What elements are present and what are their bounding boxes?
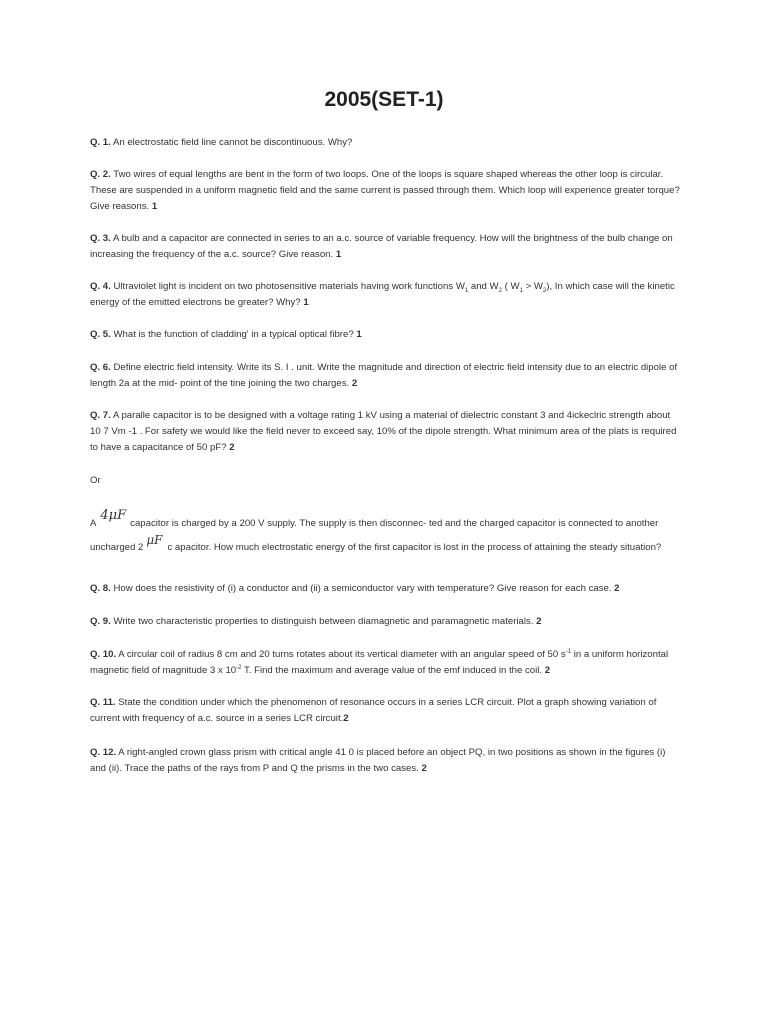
question-4 (90, 279, 680, 311)
superscript: -1 (565, 648, 572, 655)
question-text: How does the resistivity of (i) a conductor and (ii) a semiconductor vary with temperature? Give reason for each case. (113, 583, 612, 594)
question-marks: 2 (351, 378, 358, 389)
question-text: Write two characteristic properties to distinguish between diamagnetic and paramagnetic materials. (113, 616, 534, 627)
question-text: What is the function of cladding' in a typical optical fibre? (113, 329, 354, 340)
question-marks: 1 (151, 201, 158, 212)
question-text: Ultraviolet light is incident on two photosensitive materials having work functions W (113, 281, 465, 292)
question-marks: 2 (343, 713, 349, 724)
superscript: -2 (236, 664, 242, 671)
question-text: ), In which case will the kinetic energy of the emitted electrons be greater? Why? (90, 281, 675, 308)
question-text: A right-angled crown glass prism with critical angle 41 0 is placed before an object PQ, in two positions as shown in the figures (i) and (ii). Trace the paths of the rays from P and Q the prisms in the two cases. (90, 747, 666, 774)
question-label: Q. 5. (90, 329, 111, 340)
question-text: Two wires of equal lengths are bent in the form of two loops. One of the loops is square shaped whereas the other loop is circular. These are suspended in a uniform magnetic field and the same current is passed through them. Which loop will experience greater torque? Give reasons. (90, 169, 680, 212)
question-2 (90, 167, 680, 215)
question-label: Q. 3. (90, 233, 111, 244)
question-text: A (90, 518, 97, 529)
subscript: 1 (519, 287, 523, 294)
question-8 (90, 581, 680, 597)
question-marks: 2 (229, 442, 235, 453)
question-label: Q. 1. (90, 137, 111, 148)
question-text: A paralle capacitor is to be designed with a voltage rating 1 kV using a material of dielectric constant 3 and 4ickeclric strength about 10 7 Vm -1 . For safety we would like the field never to exceed say, 10% of the dipole strength. What minimum area of the plats is required to have a capacitance of 50 pF? (90, 410, 677, 453)
question-text: State the condition under which the phenomenon of resonance occurs in a series LCR circuit. Plot a graph showing variation of current with frequency of a.c. source in a series LCR circuit. (90, 697, 657, 724)
question-text: Define electric field intensity. Write its S. I . unit. Write the magnitude and direction of electric field intensity due to an electric dipole of length 2a at the mid- point of the tine joining the two charges. (90, 362, 678, 389)
question-label: Q. 9. (90, 616, 111, 627)
question-label: Q. 8. (90, 583, 111, 594)
subscript: 2 (498, 287, 502, 294)
question-10 (90, 647, 680, 679)
question-label: Q. 10. (90, 649, 117, 660)
page-title: 2005(SET-1) (324, 88, 444, 111)
question-11 (90, 695, 680, 727)
question-5 (90, 327, 680, 343)
question-marks: 2 (536, 616, 542, 627)
question-text: capacitor is charged by a 200 V supply. The supply is then disconnec- ted and the charged capacitor is connected to another uncharged 2 (90, 518, 659, 553)
or-separator: Or (90, 475, 101, 486)
microfarad-symbol: 4μF (100, 508, 127, 523)
question-text: c apacitor. How much electrostatic energy of the first capacitor is lost in the process of attaining the steady situation? (167, 542, 662, 553)
question-marks: 2 (544, 665, 551, 676)
question-text: An electrostatic field line cannot be discontinuous. Why? (112, 137, 353, 148)
question-label: Q. 11. (90, 697, 116, 708)
question-label: Q. 2. (90, 169, 111, 180)
question-label: Q. 6. (90, 362, 111, 373)
question-text: in a uniform horizontal magnetic field of magnitude 3 x 10 (90, 649, 669, 676)
microfarad-symbol: μF (146, 533, 163, 547)
question-label: Q. 12. (90, 747, 117, 758)
subscript: 2 (542, 287, 547, 294)
question-marks: 1 (356, 329, 362, 340)
question-7 (90, 408, 680, 456)
question-marks: 2 (614, 583, 620, 594)
question-text: A circular coil of radius 8 cm and 20 turns rotates about its vertical diameter with an angular speed of 50 s (118, 649, 566, 660)
question-text: T. Find the maximum and average value of the emf induced in the coil. (241, 665, 543, 676)
question-6 (90, 360, 680, 392)
question-text: A bulb and a capacitor are connected in series to an a.c. source of variable frequency. How will the brightness of the bulb change on increasing the frequency of the a.c. source? Give reason. (90, 233, 673, 260)
question-7-alternative (90, 508, 680, 559)
subscript: 1 (464, 287, 469, 294)
question-1 (90, 135, 680, 151)
question-marks: 2 (421, 763, 427, 774)
question-label: Q. 4. (90, 281, 111, 292)
question-text: and W (468, 281, 499, 292)
question-9 (90, 614, 680, 630)
question-3 (90, 231, 680, 263)
question-text: ( W (501, 281, 520, 292)
question-marks: 1 (303, 297, 309, 308)
question-text: > W (522, 281, 543, 292)
question-label: Q. 7. (90, 410, 111, 421)
question-marks: 1 (335, 249, 342, 260)
question-12 (90, 745, 680, 777)
